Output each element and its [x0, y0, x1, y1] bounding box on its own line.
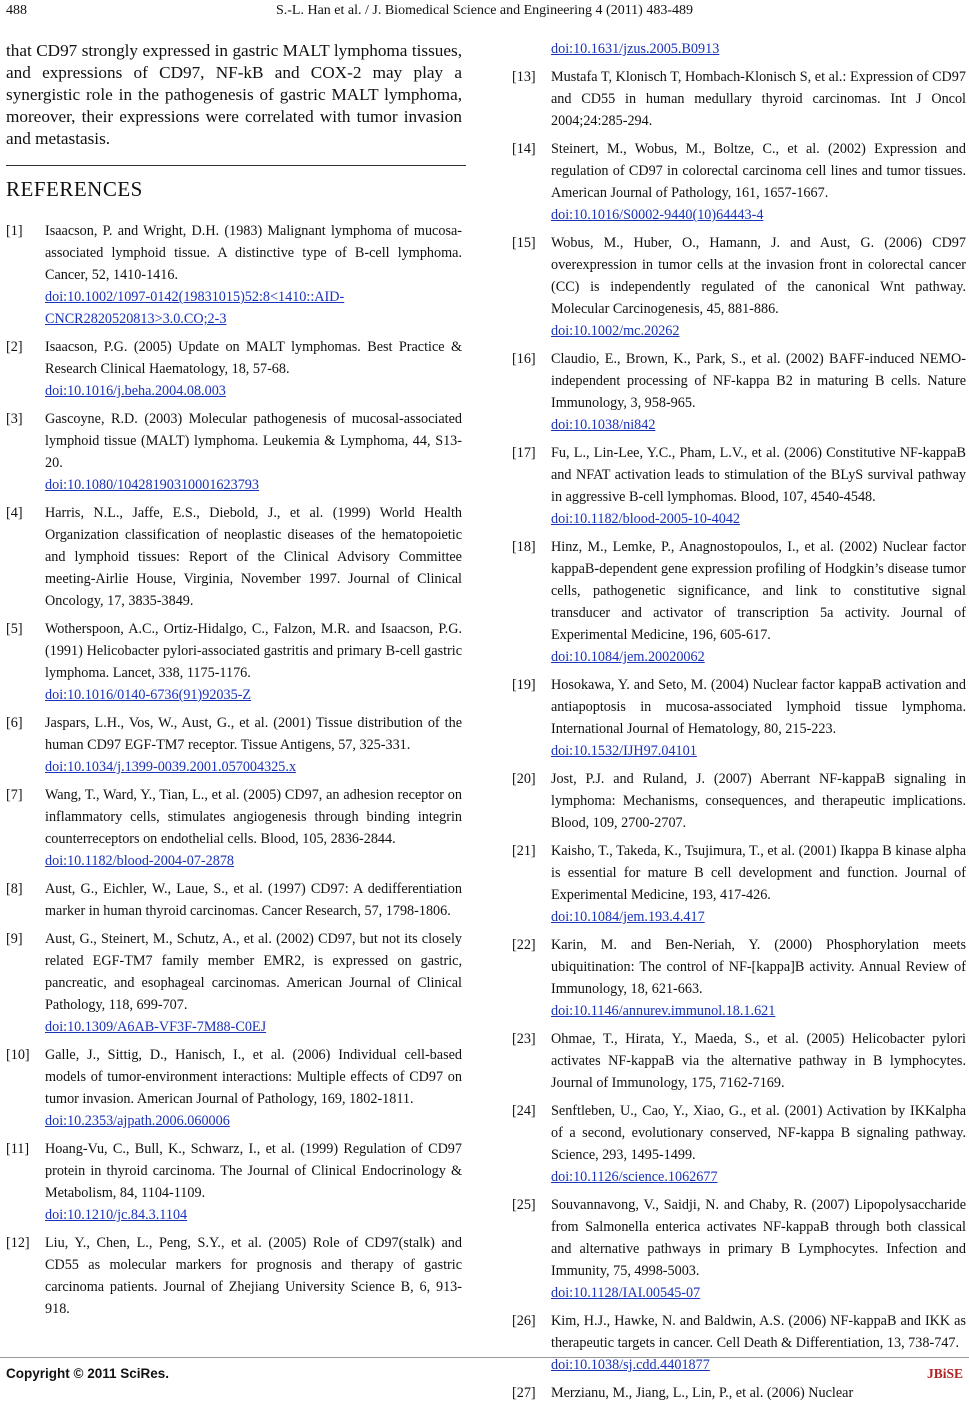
copyright-notice: Copyright © 2011 SciRes.	[6, 1366, 170, 1381]
reference-number: [11]	[6, 1141, 30, 1157]
reference-text: Jost, P.J. and Ruland, J. (2007) Aberrant NF-kappaB signaling in lymphoma: Mechanisms, consequences, and therapeutic implications. Blood, 109, 2700-2707.	[551, 771, 966, 831]
page-footer	[0, 1357, 969, 1386]
reference-number: [13]	[512, 69, 536, 85]
reference-item	[6, 336, 462, 402]
doi-link[interactable]: doi:10.1128/IAI.00545-07	[551, 1285, 701, 1301]
reference-text: Aust, G., Eichler, W., Laue, S., et al. (1997) CD97: A dedifferentiation marker in human thyroid carcinomas. Cancer Research, 57, 1798-1806.	[45, 881, 462, 919]
doi-link[interactable]: doi:10.1038/ni842	[551, 417, 656, 433]
reference-text: Souvannavong, V., Saidji, N. and Chaby, R. (2007) Lipopolysaccharide from Salmonella enterica activates NF-kappaB through both classical and alternative pathways in primary B Lymphocytes. Infection and Immunity, 75, 4998-5003.	[551, 1197, 966, 1279]
doi-link[interactable]: doi:10.1631/jzus.2005.B0913	[551, 41, 720, 57]
reference-text: Merzianu, M., Jiang, L., Lin, P., et al. (2006) Nuclear	[551, 1385, 854, 1401]
reference-number: [5]	[6, 621, 23, 637]
reference-text: Karin, M. and Ben-Neriah, Y. (2000) Phosphorylation meets ubiquitination: The control of NF-[kappa]B activity. Annual Review of Immunology, 18, 621-663.	[551, 937, 966, 997]
reference-text: Mustafa T, Klonisch T, Hombach-Klonisch S, et al.: Expression of CD97 and CD55 in human medullary thyroid carcinomas. Int J Oncol 2004;24:285-294.	[551, 69, 966, 129]
reference-number: [7]	[6, 787, 23, 803]
reference-number: [1]	[6, 223, 23, 239]
reference-item	[512, 768, 966, 834]
reference-number: [6]	[6, 715, 23, 731]
reference-item	[512, 348, 966, 436]
doi-link[interactable]: doi:10.1084/jem.193.4.417	[551, 909, 705, 925]
reference-item	[512, 442, 966, 530]
reference-text: Kim, H.J., Hawke, N. and Baldwin, A.S. (2006) NF-kappaB and IKK as therapeutic targets in cancer. Cell Death & Differentiation, 13, 738-747.	[551, 1313, 966, 1351]
doi-link[interactable]: doi:10.1016/j.beha.2004.08.003	[45, 383, 226, 399]
reference-number: [18]	[512, 539, 536, 555]
reference-text: Steinert, M., Wobus, M., Boltze, C., et al. (2002) Expression and regulation of CD97 in colorectal carcinoma cell lines and tumor tissues. American Journal of Pathology, 161, 1657-1667.	[551, 141, 966, 201]
reference-text: Kaisho, T., Takeda, K., Tsujimura, T., et al. (2001) Ikappa B kinase alpha is essential for mature B cell development and function. Journal of Experimental Medicine, 193, 417-426.	[551, 843, 966, 903]
reference-item	[6, 784, 462, 872]
reference-item	[512, 1100, 966, 1188]
reference-text: Isaacson, P.G. (2005) Update on MALT lymphomas. Best Practice & Research Clinical Haematology, 18, 57-68.	[45, 339, 462, 377]
doi-link[interactable]: doi:10.1002/mc.20262	[551, 323, 680, 339]
doi-link[interactable]: doi:10.1210/jc.84.3.1104	[45, 1207, 188, 1223]
reference-text: Isaacson, P. and Wright, D.H. (1983) Malignant lymphoma of mucosa-associated lymphoid tissue. A distinctive type of B-cell lymphoma. Cancer, 52, 1410-1416.	[45, 223, 462, 283]
doi-link[interactable]: doi:10.1126/science.1062677	[551, 1169, 718, 1185]
reference-number: [23]	[512, 1031, 536, 1047]
reference-number: [24]	[512, 1103, 536, 1119]
reference-text: Aust, G., Steinert, M., Schutz, A., et al. (2002) CD97, but not its closely related EGF-TM7 family member EMR2, is expressed on gastric, pancreatic, and esophageal carcinomas. American Journal of Clinical Pathology, 118, 699-707.	[45, 931, 462, 1013]
reference-item	[512, 934, 966, 1022]
reference-number: [2]	[6, 339, 23, 355]
reference-item	[6, 220, 462, 330]
reference-item	[6, 1138, 462, 1226]
journal-logo: JBiSE	[926, 1366, 963, 1381]
reference-item	[6, 878, 462, 922]
doi-link[interactable]: doi:10.1002/1097-0142(19831015)52:8<1410::AID-CNCR2820520813>3.0.CO;2-3	[45, 289, 345, 327]
reference-text: Hoang-Vu, C., Bull, K., Schwarz, I., et al. (1999) Regulation of CD97 protein in thyroid carcinoma. The Journal of Clinical Endocrinology & Metabolism, 84, 1104-1109.	[45, 1141, 462, 1201]
doi-link[interactable]: doi:10.1080/10428190310001623793	[45, 477, 259, 493]
reference-item	[6, 618, 462, 706]
reference-number: [15]	[512, 235, 536, 251]
reference-item	[512, 138, 966, 226]
doi-link[interactable]: doi:10.1034/j.1399-0039.2001.057004325.x	[45, 759, 297, 775]
page-number: 488	[6, 3, 27, 18]
doi-link[interactable]: doi:10.1016/S0002-9440(10)64443-4	[551, 207, 764, 223]
doi-link[interactable]: doi:10.1038/sj.cdd.4401877	[551, 1357, 710, 1373]
reference-number: [8]	[6, 881, 23, 897]
reference-number: [26]	[512, 1313, 536, 1329]
reference-number: [3]	[6, 411, 23, 427]
reference-number: [21]	[512, 843, 536, 859]
reference-number: [14]	[512, 141, 536, 157]
reference-item	[512, 674, 966, 762]
reference-item	[512, 1028, 966, 1094]
reference-text: Gascoyne, R.D. (2003) Molecular pathogenesis of mucosal-associated lymphoid tissue (MALT) lymphoma. Leukemia & Lymphoma, 44, S13-20.	[45, 411, 462, 471]
doi-link[interactable]: doi:10.1182/blood-2005-10-4042	[551, 511, 741, 527]
reference-list-right	[512, 66, 966, 1404]
page-header	[0, 0, 969, 22]
reference-number: [20]	[512, 771, 536, 787]
references-heading: REFERENCES	[6, 177, 143, 201]
reference-text: Wotherspoon, A.C., Ortiz-Hidalgo, C., Falzon, M.R. and Isaacson, P.G. (1991) Helicobacter pylori-associated gastritis and primary B-cell gastric lymphoma. Lancet, 338, 1175-1176.	[45, 621, 462, 681]
reference-text: Jaspars, L.H., Vos, W., Aust, G., et al. (2001) Tissue distribution of the human CD97 EGF-TM7 receptor. Tissue Antigens, 57, 325-331.	[45, 715, 462, 753]
reference-item	[6, 928, 462, 1038]
reference-item	[512, 536, 966, 668]
reference-item	[6, 712, 462, 778]
reference-item	[512, 840, 966, 928]
reference-number: [12]	[6, 1235, 30, 1251]
running-head: S.-L. Han et al. / J. Biomedical Science and Engineering 4 (2011) 483-489	[275, 3, 694, 18]
reference-text: Ohmae, T., Hirata, Y., Maeda, S., et al. (2005) Helicobacter pylori activates NF-kappaB via the alternative pathway in B lymphocytes. Journal of Immunology, 175, 7162-7169.	[551, 1031, 966, 1091]
reference-number: [16]	[512, 351, 536, 367]
reference-number: [19]	[512, 677, 536, 693]
reference-number: [17]	[512, 445, 536, 461]
reference-text: Fu, L., Lin-Lee, Y.C., Pham, L.V., et al. (2006) Constitutive NF-kappaB and NFAT activation leads to stimulation of the BLyS survival pathway in aggressive B-cell lymphomas. Blood, 107, 4540-4548.	[551, 445, 966, 505]
doi-link[interactable]: doi:10.1146/annurev.immunol.18.1.621	[551, 1003, 776, 1019]
left-column	[6, 40, 462, 1326]
reference-text: Galle, J., Sittig, D., Hanisch, I., et al. (2006) Individual cell-based models of tumor-environment interactions: Multiple effects of CD97 on tumor invasion. American Journal of Pathology, 169, 1802-1811.	[45, 1047, 462, 1107]
reference-text: Claudio, E., Brown, K., Park, S., et al. (2002) BAFF-induced NEMO-independent processing of NF-kappa B2 in maturing B cells. Nature Immunology, 3, 958-965.	[551, 351, 966, 411]
doi-link[interactable]: doi:10.1016/0140-6736(91)92035-Z	[45, 687, 252, 703]
reference-number: [9]	[6, 931, 23, 947]
reference-item	[6, 502, 462, 612]
reference-item	[6, 1232, 462, 1320]
right-column	[512, 38, 966, 1410]
reference-text: Hosokawa, Y. and Seto, M. (2004) Nuclear factor kappaB activation and antiapoptosis in mucosa-associated lymphoid tissue lymphoma. International Journal of Hematology, 80, 215-223.	[551, 677, 966, 737]
reference-item	[6, 1044, 462, 1132]
reference-text: Hinz, M., Lemke, P., Anagnostopoulos, I., et al. (2002) Nuclear factor kappaB-dependent gene expression profiling of Hodgkin’s disease tumor cells, pathogenetic significance, and link to constitutive signal transducer and activator of transcription 5a activity. Journal of Experimental Medicine, 196, 605-617.	[551, 539, 966, 643]
doi-link[interactable]: doi:10.1182/blood-2004-07-2878	[45, 853, 235, 869]
reference-number: [22]	[512, 937, 536, 953]
reference-text: Harris, N.L., Jaffe, E.S., Diebold, J., et al. (1999) World Health Organization classification of neoplastic diseases of the hematopoietic and lymphoid tissues: Report of the Clinical Advisory Committee meeting-Airlie House, Virginia, November 1997. Journal of Clinical Oncology, 17, 3835-3849.	[45, 505, 462, 609]
doi-link[interactable]: doi:10.1532/IJH97.04101	[551, 743, 697, 759]
doi-link[interactable]: doi:10.2353/ajpath.2006.060006	[45, 1113, 230, 1129]
conclusion-paragraph: that CD97 strongly expressed in gastric MALT lymphoma tissues, and expressions of CD97, NF-kB and COX-2 may play a synergistic role in the pathogenesis of gastric MALT lymphoma, moreover, their expressions were correlated with tumor invasion and metastasis.	[6, 41, 462, 148]
reference-text: Wang, T., Ward, Y., Tian, L., et al. (2005) CD97, an adhesion receptor on inflammatory cells, stimulates angiogenesis through binding integrin counterreceptors on endothelial cells. Blood, 105, 2836-2844.	[45, 787, 462, 847]
reference-text: Liu, Y., Chen, L., Peng, S.Y., et al. (2005) Role of CD97(stalk) and CD55 as molecular markers for prognosis and therapy of gastric carcinoma patients. Journal of Zhejiang University Science B, 6, 913-918.	[45, 1235, 462, 1317]
doi-link[interactable]: doi:10.1309/A6AB-VF3F-7M88-C0EJ	[45, 1019, 267, 1035]
reference-item	[512, 232, 966, 342]
reference-number: [27]	[512, 1385, 536, 1401]
doi-link[interactable]: doi:10.1084/jem.20020062	[551, 649, 705, 665]
reference-text: Senftleben, U., Cao, Y., Xiao, G., et al. (2001) Activation by IKKalpha of a second, evolutionary conserved, NF-kappa B signaling pathway. Science, 293, 1495-1499.	[551, 1103, 966, 1163]
reference-list-left	[6, 220, 462, 1320]
reference-item	[512, 1194, 966, 1304]
reference-item	[6, 408, 462, 496]
reference-number: [4]	[6, 505, 23, 521]
section-divider	[6, 165, 466, 166]
reference-text: Wobus, M., Huber, O., Hamann, J. and Aust, G. (2006) CD97 overexpression in tumor cells at the invasion front in colorectal cancer (CC) is independently regulated of the canonical Wnt pathway. Molecular Carcinogenesis, 45, 881-886.	[551, 235, 966, 317]
reference-item	[512, 66, 966, 132]
reference-number: [25]	[512, 1197, 536, 1213]
reference-number: [10]	[6, 1047, 30, 1063]
